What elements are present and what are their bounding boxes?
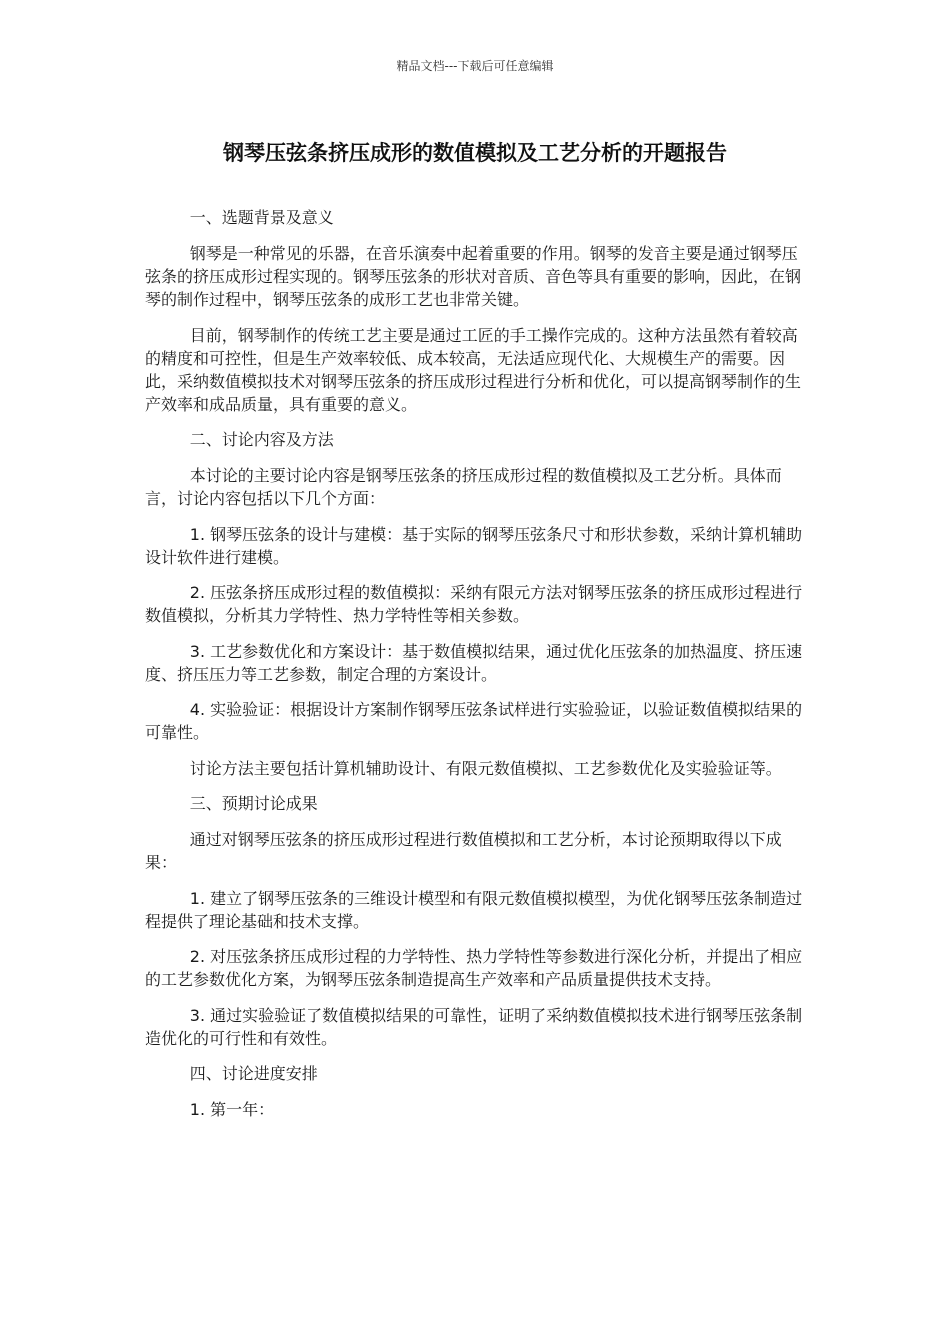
list-item-content-3: 3. 工艺参数优化和方案设计：基于数值模拟结果，通过优化压弦条的加热温度、挤压速度、挤压压力等工艺参数，制定合理的方案设计。 (145, 641, 803, 684)
list-item-content-4: 4. 实验验证：根据设计方案制作钢琴压弦条试样进行实验验证，以验证数值模拟结果的可靠性。 (145, 700, 803, 742)
list-item-content-1: 1. 钢琴压弦条的设计与建模：基于实际的钢琴压弦条尺寸和形状参数，采纳计算机辅助设计软件进行建模。 (145, 524, 803, 567)
list-item-result-2: 2. 对压弦条挤压成形过程的力学特性、热力学特性等参数进行深化分析，并提出了相应的工艺参数优化方案，为钢琴压弦条制造提高生产效率和产品质量提供技术支持。 (145, 947, 803, 989)
paragraph-background-1: 钢琴是一种常见的乐器，在音乐演奏中起着重要的作用。钢琴的发音主要是通过钢琴压弦条的挤压成形过程实现的。钢琴压弦条的形状对音质、音色等具有重要的影响，因此，在钢琴的制作过程中，钢琴压弦条的成形工艺也非常关键。 (145, 244, 802, 309)
list-item-content-2: 2. 压弦条挤压成形过程的数值模拟：采纳有限元方法对钢琴压弦条的挤压成形过程进行数值模拟，分析其力学特性、热力学特性等相关参数。 (145, 583, 803, 625)
paragraph-results-intro: 通过对钢琴压弦条的挤压成形过程进行数值模拟和工艺分析，本讨论预期取得以下成果： (145, 830, 782, 872)
list-item-schedule-1: 1. 第一年： (189, 1100, 275, 1119)
paragraph-content-intro: 本讨论的主要讨论内容是钢琴压弦条的挤压成形过程的数值模拟及工艺分析。具体而言，讨论内容包括以下几个方面： (145, 466, 782, 508)
list-item-result-3: 3. 通过实验验证了数值模拟结果的可靠性，证明了采纳数值模拟技术进行钢琴压弦条制造优化的可行性和有效性。 (145, 1005, 803, 1048)
section-heading-expected-results: 三、预期讨论成果 (189, 794, 318, 813)
paragraph-methods: 讨论方法主要包括计算机辅助设计、有限元数值模拟、工艺参数优化及实验验证等。 (189, 758, 782, 778)
section-heading-content-methods: 二、讨论内容及方法 (189, 430, 334, 449)
list-item-result-1: 1. 建立了钢琴压弦条的三维设计模型和有限元数值模拟模型，为优化钢琴压弦条制造过程提供了理论基础和技术支撑。 (145, 888, 803, 931)
section-heading-background: 一、选题背景及意义 (189, 208, 334, 227)
paragraph-background-2: 目前，钢琴制作的传统工艺主要是通过工匠的手工操作完成的。这种方法虽然有着较高的精度和可控性，但是生产效率较低、成本较高，无法适应现代化、大规模生产的需要。因此，采纳数值模拟技术对钢琴压弦条的挤压成形过程进行分析和优化，可以提高钢琴制作的生产效率和成品质量，具有重要的意义。 (145, 325, 802, 414)
section-heading-schedule: 四、讨论进度安排 (189, 1064, 318, 1083)
page-header: 精品文档---下载后可任意编辑 (396, 59, 554, 73)
document-title: 钢琴压弦条挤压成形的数值模拟及工艺分析的开题报告 (223, 141, 727, 165)
document-body (145, 206, 805, 1134)
